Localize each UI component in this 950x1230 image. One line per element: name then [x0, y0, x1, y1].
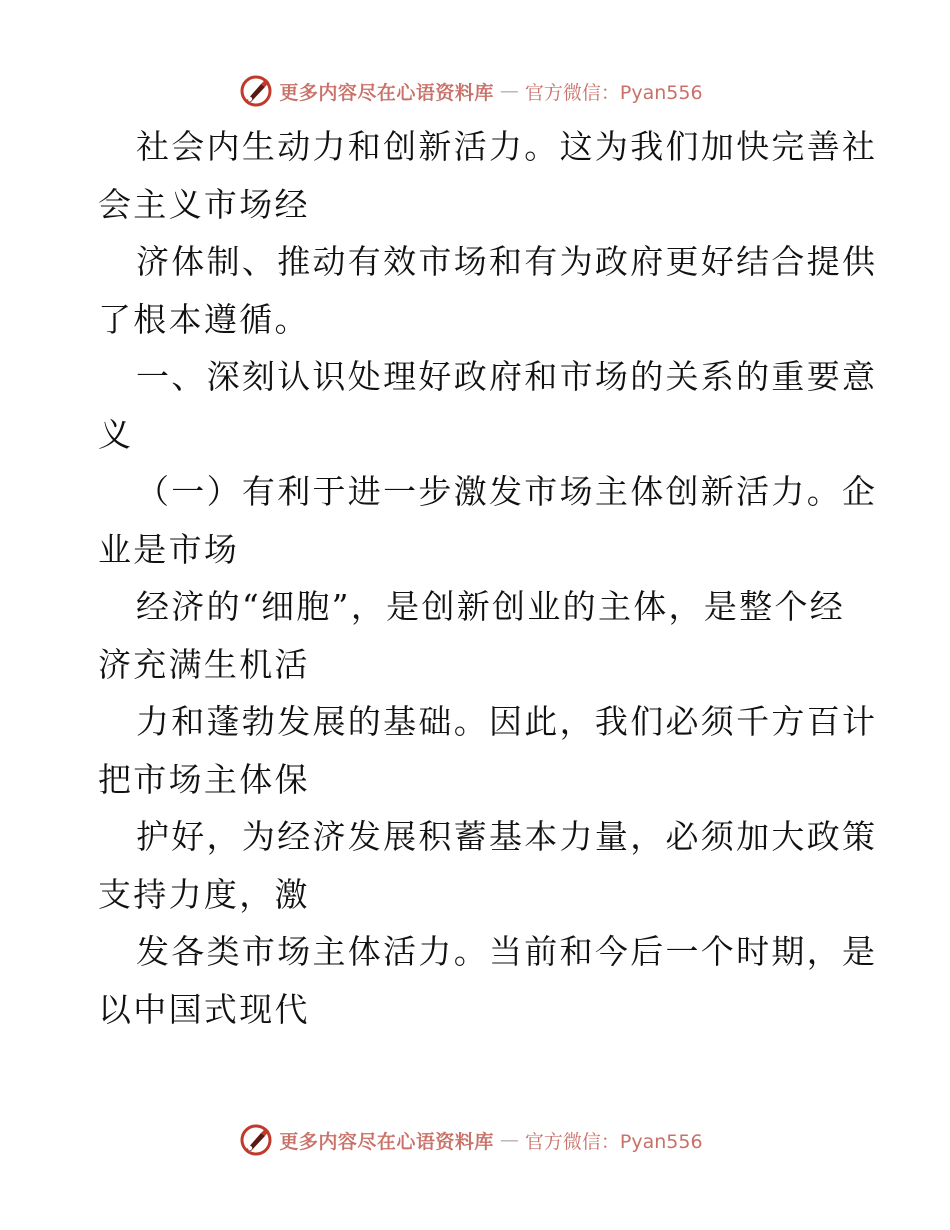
header-banner — [0, 71, 950, 111]
document-body — [98, 118, 878, 1038]
header-site-text: 更多内容尽在心语资料库 — [279, 81, 494, 104]
subsection-heading-line: （一）有利于进一步激发市场主体创新活力。企 — [136, 472, 878, 511]
header-banner-content — [239, 74, 702, 108]
text-line: 发各类市场主体活力。当前和今后一个时期，是 — [136, 932, 878, 971]
footer-banner — [0, 1120, 950, 1160]
text-line: 以中国式现代 — [98, 989, 310, 1029]
text-line: 济体制、推动有效市场和有为政府更好结合提供 — [136, 242, 878, 281]
footer-banner-content — [239, 1123, 702, 1157]
text-line: 会主义市场经 — [98, 184, 310, 224]
text-line: 济充满生机活 — [98, 644, 310, 684]
text-line: 了根本遵循。 — [98, 299, 310, 339]
footer-site-text: 更多内容尽在心语资料库 — [279, 1130, 494, 1153]
text-line: 社会内生动力和创新活力。这为我们加快完善社 — [136, 127, 878, 166]
text-line: 护好，为经济发展积蓄基本力量，必须加大政策 — [136, 817, 878, 856]
footer-separator: — — [499, 1129, 519, 1151]
header-separator: — — [499, 80, 519, 102]
pen-logo-icon — [239, 74, 273, 108]
pen-logo-icon — [239, 1123, 273, 1157]
footer-wechat-text: 官方微信：Pyan556 — [524, 1130, 703, 1153]
text-line: 把市场主体保 — [98, 759, 310, 799]
text-line: 力和蓬勃发展的基础。因此，我们必须千方百计 — [136, 702, 878, 741]
section-heading-line: 义 — [98, 414, 134, 454]
text-line: 经济的“细胞”，是创新创业的主体，是整个经 — [136, 587, 846, 626]
section-heading-line: 一、深刻认识处理好政府和市场的关系的重要意 — [136, 357, 878, 396]
text-line: 支持力度，激 — [98, 874, 310, 914]
header-wechat-text: 官方微信：Pyan556 — [524, 81, 703, 104]
text-line: 业是市场 — [98, 529, 240, 569]
